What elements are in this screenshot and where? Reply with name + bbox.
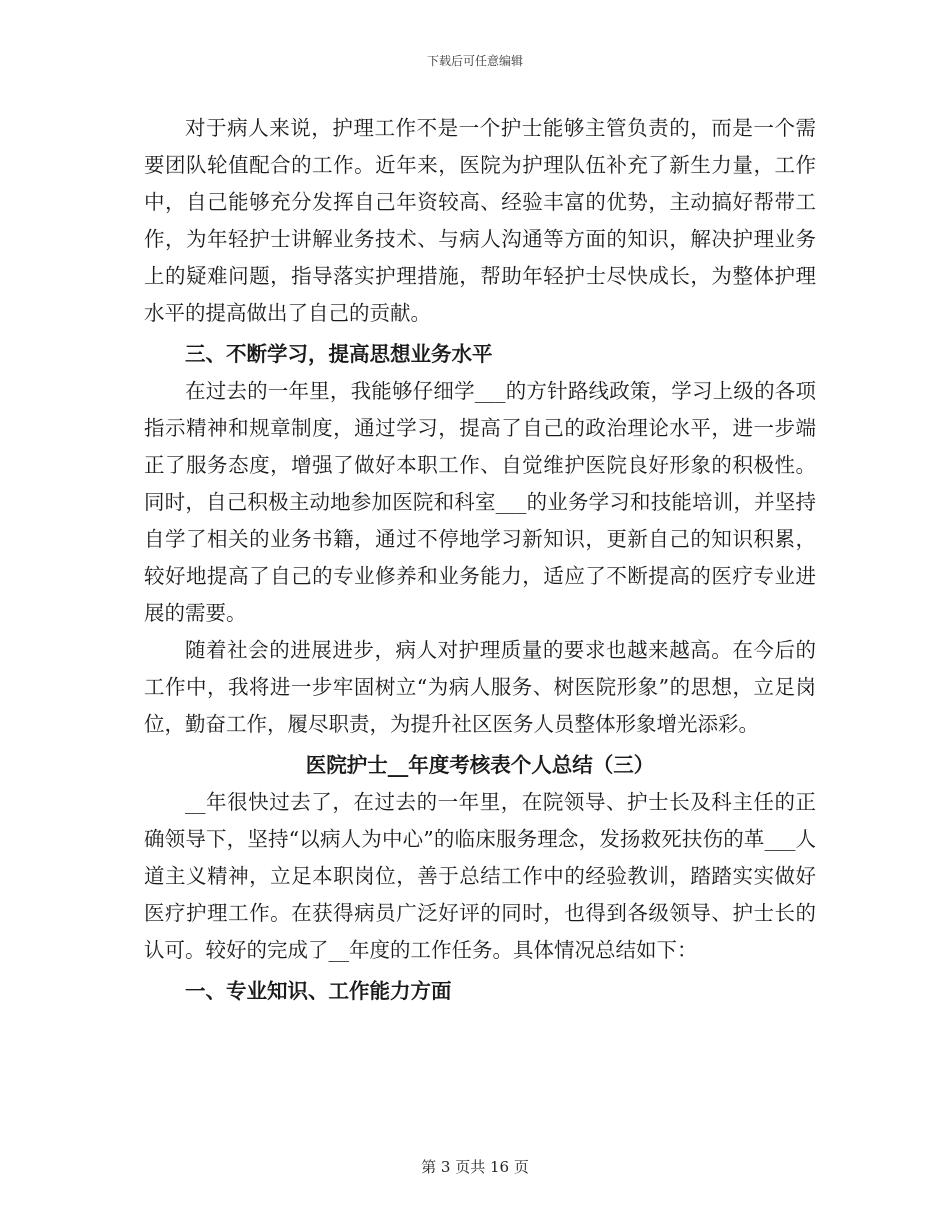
- document-title: 医院护士__年度考核表个人总结（三）: [305, 753, 655, 777]
- paragraph-outlook: 随着社会的进展进步，病人对护理质量的要求也越来越高。在今后的工作中，我将进一步牢固树立“为病人服务、树医院形象”的思想，立足岗位，勤奋工作，履尽职责，为提升社区医务人员整体形象增光添彩。: [144, 638, 816, 736]
- page-number: 第 3 页共 16 页: [421, 1158, 529, 1176]
- document-body: [144, 110, 816, 1010]
- header-note: 下载后可任意编辑: [426, 54, 523, 68]
- paragraph-summary-intro: __年很快过去了，在过去的一年里，在院领导、护士长及科主任的正确领导下，坚持“以病人为中心”的临床服务理念，发扬救死扶伤的革___人道主义精神，立足本职岗位，善于总结工作中的经验教训，踏踏实实做好医疗护理工作。在获得病员广泛好评的同时，也得到各级领导、护士长的认可。较好的完成了__年度的工作任务。具体情况总结如下：: [144, 790, 816, 962]
- paragraph-study: 在过去的一年里，我能够仔细学___的方针路线政策，学习上级的各项指示精神和规章制度，通过学习，提高了自己的政治理论水平，进一步端正了服务态度，增强了做好本职工作、自觉维护医院良好形象的积极性。同时，自己积极主动地参加医院和科室___的业务学习和技能培训，并坚持自学了相关的业务书籍，通过不停地学习新知识，更新自己的知识积累，较好地提高了自己的专业修养和业务能力，适应了不断提高的医疗专业进展的需要。: [144, 379, 816, 625]
- section-heading-professional: 一、专业知识、工作能力方面: [185, 979, 452, 1003]
- section-heading-study: 三、不断学习，提高思想业务水平: [185, 342, 493, 366]
- paragraph-teamwork: 对于病人来说，护理工作不是一个护士能够主管负责的，而是一个需要团队轮值配合的工作。近年来，医院为护理队伍补充了新生力量，工作中，自己能够充分发挥自己年资较高、经验丰富的优势，主动搞好帮带工作，为年轻护士讲解业务技术、与病人沟通等方面的知识，解决护理业务上的疑难问题，指导落实护理措施，帮助年轻护士尽快成长，为整体护理水平的提高做出了自己的贡献。: [144, 116, 816, 325]
